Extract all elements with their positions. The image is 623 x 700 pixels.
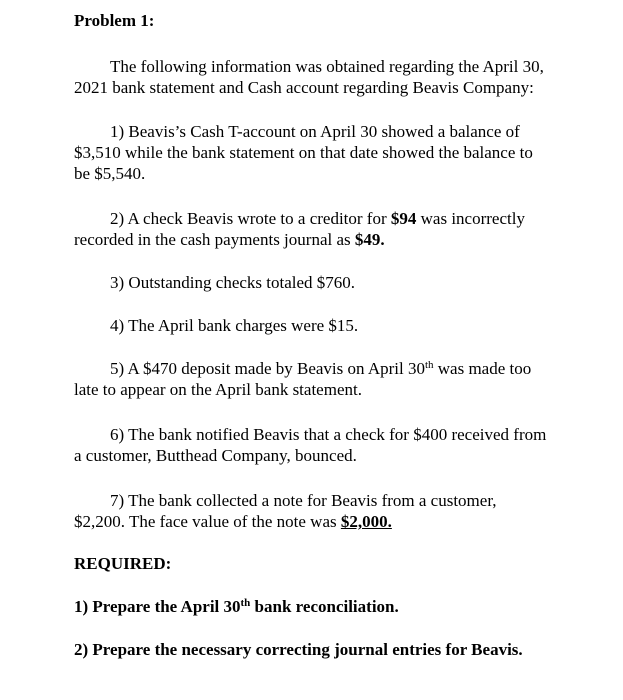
problem-title: Problem 1:	[74, 11, 155, 30]
item-3: 3) Outstanding checks totaled $760.	[110, 273, 356, 292]
item-1: 1) Beavis’s Cash T-account on April 30 showed a balance of $3,510 while the bank statement on that date showed the balance to be $5,540.	[74, 122, 533, 183]
item-6: 6) The bank notified Beavis that a check for $400 received from a customer, Butthead Company, bounced.	[74, 425, 547, 465]
item-2-text-c: was incorrectly recorded in the cash payments journal as	[74, 209, 525, 249]
item-7-text-a: 7) The bank collected a note for Beavis from a customer, $2,200. The face value of the note was	[74, 491, 497, 531]
item-4: 4) The April bank charges were $15.	[110, 316, 359, 335]
item-2-amount-recorded: $49.	[354, 230, 385, 249]
required-heading: REQUIRED:	[74, 554, 172, 573]
problem-document	[74, 10, 550, 660]
problem-intro: The following information was obtained regarding the April 30, 2021 bank statement and Cash account regarding Beavis Company:	[74, 57, 544, 97]
item-7-face-value: $2,000.	[340, 512, 392, 531]
required-2: 2) Prepare the necessary correcting journal entries for Beavis.	[74, 640, 523, 659]
item-5	[74, 358, 550, 400]
required-1-text-b: bank reconciliation.	[250, 597, 399, 616]
item-5-text-a: 5) A $470 deposit made by Beavis on April 30	[110, 359, 425, 378]
item-2-amount-correct: $94	[390, 209, 417, 228]
item-7	[74, 490, 550, 532]
item-2	[74, 208, 550, 250]
item-5-superscript: th	[424, 359, 434, 371]
item-5-text-b: was made too late to appear on the April bank statement.	[74, 359, 532, 399]
required-1-superscript: th	[240, 597, 251, 609]
required-1	[74, 596, 550, 617]
required-1-text-a: 1) Prepare the April 30	[74, 597, 241, 616]
item-2-text-a: 2) A check Beavis wrote to a creditor for	[110, 209, 391, 228]
